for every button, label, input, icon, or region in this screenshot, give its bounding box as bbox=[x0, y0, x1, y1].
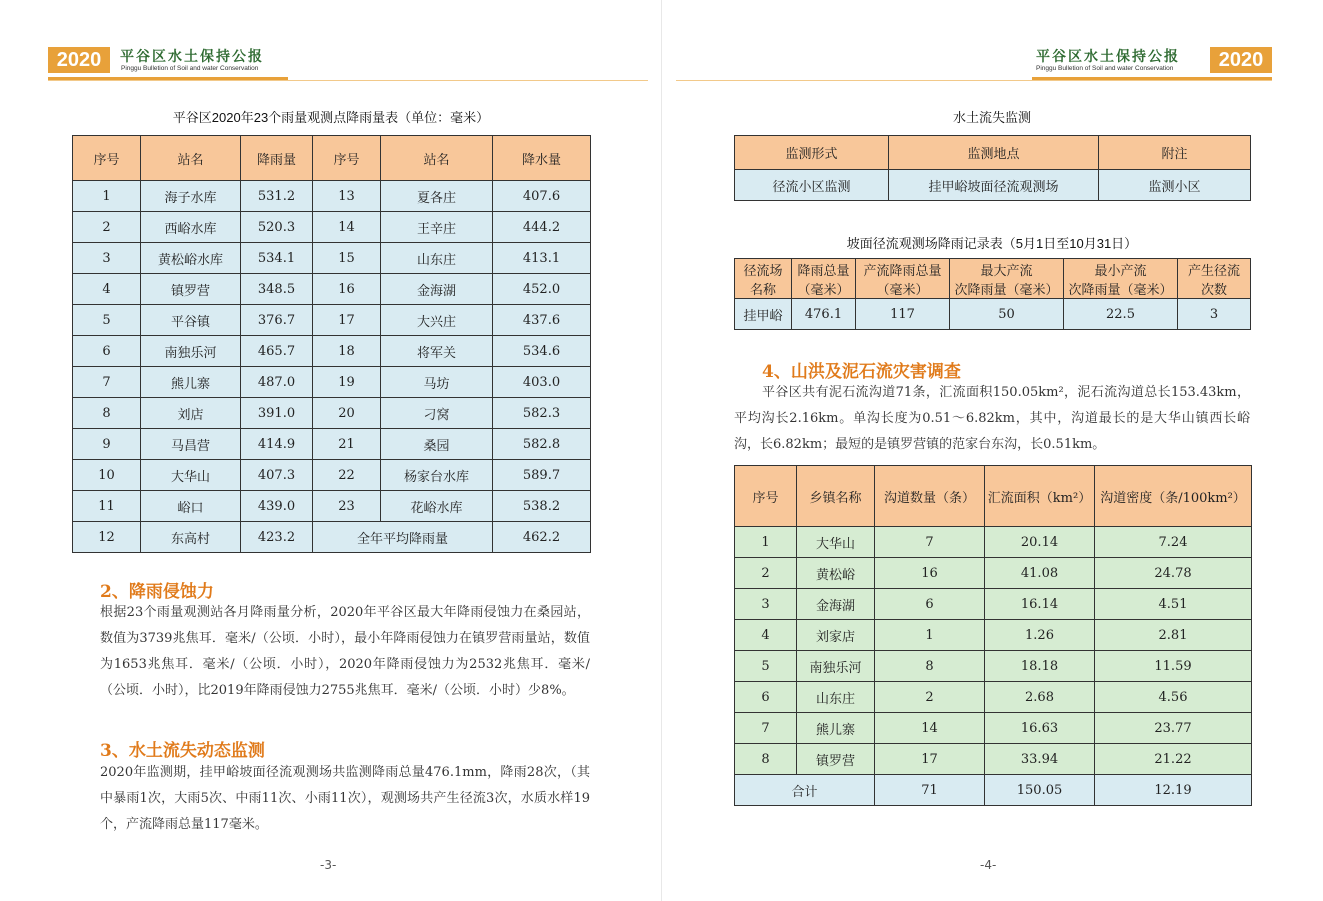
table-row bbox=[735, 744, 1252, 775]
page-number: -4- bbox=[980, 858, 997, 872]
table-row bbox=[735, 527, 1252, 558]
table-cell: 挂甲峪 bbox=[735, 299, 792, 330]
monitoring-table bbox=[734, 135, 1251, 201]
table-cell: 西峪水库 bbox=[141, 212, 241, 243]
table-cell: 19 bbox=[313, 367, 381, 398]
table-cell: 1 bbox=[735, 527, 797, 558]
table-cell: 71 bbox=[875, 775, 985, 806]
table-row bbox=[73, 460, 591, 491]
table-row bbox=[735, 620, 1252, 651]
bulletin-title: 平谷区水土保持公报 bbox=[1036, 49, 1180, 65]
table-cell: 南独乐河 bbox=[141, 336, 241, 367]
page-number: -3- bbox=[320, 858, 337, 872]
table-cell: 桑园 bbox=[381, 429, 493, 460]
table-cell: 3 bbox=[1178, 299, 1251, 330]
col-header: 降水量 bbox=[493, 136, 591, 181]
table-cell: 海子水库 bbox=[141, 181, 241, 212]
header-rule-thin bbox=[676, 80, 1272, 81]
table-cell: 马坊 bbox=[381, 367, 493, 398]
table-row bbox=[735, 299, 1251, 330]
table-row bbox=[73, 274, 591, 305]
table-cell: 2 bbox=[735, 558, 797, 589]
table-cell: 407.6 bbox=[493, 181, 591, 212]
table-cell: 马昌营 bbox=[141, 429, 241, 460]
table-cell: 452.0 bbox=[493, 274, 591, 305]
col-header: 降雨总量 （毫米） bbox=[792, 259, 856, 299]
table-cell: 7.24 bbox=[1095, 527, 1252, 558]
table-cell: 20.14 bbox=[985, 527, 1095, 558]
table-header-row bbox=[735, 466, 1252, 527]
table-cell: 4 bbox=[735, 620, 797, 651]
rainfall-table bbox=[72, 135, 591, 553]
header-rule-thin bbox=[48, 80, 648, 81]
col-header: 序号 bbox=[73, 136, 141, 181]
table-cell: 8 bbox=[735, 744, 797, 775]
table-cell: 11 bbox=[73, 491, 141, 522]
table-row bbox=[73, 491, 591, 522]
table-cell: 4 bbox=[73, 274, 141, 305]
table-cell: 11.59 bbox=[1095, 651, 1252, 682]
table-cell: 峪口 bbox=[141, 491, 241, 522]
table-cell: 1.26 bbox=[985, 620, 1095, 651]
table-cell: 13 bbox=[313, 181, 381, 212]
table-cell: 9 bbox=[73, 429, 141, 460]
table-cell: 大兴庄 bbox=[381, 305, 493, 336]
table-cell: 东高村 bbox=[141, 522, 241, 553]
table-cell: 414.9 bbox=[241, 429, 313, 460]
table-cell: 3 bbox=[735, 589, 797, 620]
monitor-table-caption: 水土流失监测 bbox=[952, 110, 1031, 125]
bulletin-subtitle: Pinggu Bulletion of Soil and water Conservation bbox=[121, 65, 259, 72]
table-cell: 径流小区监测 bbox=[735, 170, 889, 201]
table-cell: 14 bbox=[313, 212, 381, 243]
table-cell: 14 bbox=[875, 713, 985, 744]
table-cell: 山东庄 bbox=[797, 682, 875, 713]
table-cell: 407.3 bbox=[241, 460, 313, 491]
col-header: 降雨量 bbox=[241, 136, 313, 181]
table-cell: 1 bbox=[73, 181, 141, 212]
section-3-title: 3、水土流失动态监测 bbox=[100, 741, 265, 761]
table-cell: 33.94 bbox=[985, 744, 1095, 775]
table-cell: 12.19 bbox=[1095, 775, 1252, 806]
table-cell: 15 bbox=[313, 243, 381, 274]
table-cell: 4.51 bbox=[1095, 589, 1252, 620]
table-cell: 439.0 bbox=[241, 491, 313, 522]
table-cell: 杨家台水库 bbox=[381, 460, 493, 491]
table-cell: 大华山 bbox=[141, 460, 241, 491]
table-cell: 8 bbox=[73, 398, 141, 429]
right-page bbox=[662, 0, 1323, 901]
runoff-table bbox=[734, 258, 1251, 330]
table-cell: 熊儿寨 bbox=[797, 713, 875, 744]
table-cell: 刘家店 bbox=[797, 620, 875, 651]
col-header: 站名 bbox=[381, 136, 493, 181]
rain-table-caption: 平谷区2020年23个雨量观测点降雨量表（单位：毫米） bbox=[172, 110, 490, 125]
table-row bbox=[735, 713, 1252, 744]
table-cell: 刁窝 bbox=[381, 398, 493, 429]
table-cell: 7 bbox=[735, 713, 797, 744]
table-cell: 熊儿寨 bbox=[141, 367, 241, 398]
table-cell: 403.0 bbox=[493, 367, 591, 398]
table-cell: 476.1 bbox=[792, 299, 856, 330]
table-cell: 2 bbox=[73, 212, 141, 243]
table-header-row bbox=[73, 136, 591, 181]
table-cell: 山东庄 bbox=[381, 243, 493, 274]
table-cell: 5 bbox=[735, 651, 797, 682]
table-row bbox=[735, 589, 1252, 620]
table-cell: 将军关 bbox=[381, 336, 493, 367]
section-4-text: 平谷区共有泥石流沟道71条，汇流面积150.05km²，泥石流沟道总长153.43km，平均沟长2.16km。单沟长度为0.51～6.82km，其中，沟道最长的是大华山镇西长峪沟，长6.82km；最短的是镇罗营镇的范家台东沟，长0.51km。 bbox=[734, 385, 1250, 452]
table-cell: 534.1 bbox=[241, 243, 313, 274]
table-cell: 夏各庄 bbox=[381, 181, 493, 212]
runoff-table-caption: 坡面径流观测场降雨记录表（5月1日至10月31日） bbox=[846, 236, 1138, 251]
table-cell: 3 bbox=[73, 243, 141, 274]
table-cell: 465.7 bbox=[241, 336, 313, 367]
table-cell: 刘店 bbox=[141, 398, 241, 429]
col-header: 最大产流 次降雨量（毫米） bbox=[950, 259, 1064, 299]
table-cell: 挂甲峪坡面径流观测场 bbox=[889, 170, 1099, 201]
table-cell: 金海湖 bbox=[381, 274, 493, 305]
table-cell: 平谷镇 bbox=[141, 305, 241, 336]
table-cell: 大华山 bbox=[797, 527, 875, 558]
table-row bbox=[73, 181, 591, 212]
table-cell: 6 bbox=[875, 589, 985, 620]
table-row bbox=[73, 305, 591, 336]
table-cell: 5 bbox=[73, 305, 141, 336]
table-cell: 王辛庄 bbox=[381, 212, 493, 243]
table-cell: 23 bbox=[313, 491, 381, 522]
left-page bbox=[0, 0, 661, 901]
table-row bbox=[73, 212, 591, 243]
col-header: 产生径流 次数 bbox=[1178, 259, 1251, 299]
table-cell: 589.7 bbox=[493, 460, 591, 491]
col-header: 产流降雨总量 （毫米） bbox=[856, 259, 950, 299]
table-cell: 582.3 bbox=[493, 398, 591, 429]
table-cell: 南独乐河 bbox=[797, 651, 875, 682]
year-badge: 2020 bbox=[48, 47, 110, 73]
col-header: 沟道密度（条/100km²） bbox=[1095, 466, 1252, 527]
section-4-title: 4、山洪及泥石流灾害调查 bbox=[762, 362, 961, 382]
table-cell: 117 bbox=[856, 299, 950, 330]
col-header: 序号 bbox=[735, 466, 797, 527]
table-cell: 7 bbox=[73, 367, 141, 398]
table-row bbox=[73, 522, 591, 553]
table-cell: 538.2 bbox=[493, 491, 591, 522]
bulletin-subtitle: Pinggu Bulletion of Soil and water Conservation bbox=[1036, 65, 1174, 72]
table-cell: 6 bbox=[735, 682, 797, 713]
col-header: 附注 bbox=[1099, 136, 1251, 170]
col-header: 监测形式 bbox=[735, 136, 889, 170]
table-cell: 16.63 bbox=[985, 713, 1095, 744]
table-cell: 黄松峪水库 bbox=[141, 243, 241, 274]
col-header: 站名 bbox=[141, 136, 241, 181]
left-header bbox=[0, 44, 661, 84]
table-cell: 4.56 bbox=[1095, 682, 1252, 713]
table-cell: 黄松峪 bbox=[797, 558, 875, 589]
table-cell: 582.8 bbox=[493, 429, 591, 460]
table-cell: 23.77 bbox=[1095, 713, 1252, 744]
table-cell: 50 bbox=[950, 299, 1064, 330]
table-cell: 18 bbox=[313, 336, 381, 367]
table-cell: 花峪水库 bbox=[381, 491, 493, 522]
table-cell: 437.6 bbox=[493, 305, 591, 336]
col-header: 最小产流 次降雨量（毫米） bbox=[1064, 259, 1178, 299]
table-row bbox=[735, 682, 1252, 713]
table-cell: 2 bbox=[875, 682, 985, 713]
table-cell: 10 bbox=[73, 460, 141, 491]
table-cell: 24.78 bbox=[1095, 558, 1252, 589]
average-value: 462.2 bbox=[493, 522, 591, 553]
table-cell: 531.2 bbox=[241, 181, 313, 212]
table-row bbox=[73, 429, 591, 460]
table-cell: 监测小区 bbox=[1099, 170, 1251, 201]
table-cell: 376.7 bbox=[241, 305, 313, 336]
table-row bbox=[735, 651, 1252, 682]
gully-table bbox=[734, 465, 1252, 806]
table-cell: 348.5 bbox=[241, 274, 313, 305]
table-cell: 487.0 bbox=[241, 367, 313, 398]
table-cell: 534.6 bbox=[493, 336, 591, 367]
section-3-text: 2020年监测期，挂甲峪坡面径流观测场共监测降雨总量476.1mm，降雨28次，（其中暴雨1次，大雨5次、中雨11次、小雨11次），观测场共产生径流3次，水质水样19个，产流降雨总量117毫米。 bbox=[100, 765, 590, 832]
table-cell: 16 bbox=[313, 274, 381, 305]
table-total-row bbox=[735, 775, 1252, 806]
table-cell: 41.08 bbox=[985, 558, 1095, 589]
table-cell: 镇罗营 bbox=[797, 744, 875, 775]
table-row bbox=[735, 558, 1252, 589]
table-row bbox=[73, 367, 591, 398]
table-cell: 391.0 bbox=[241, 398, 313, 429]
table-cell: 17 bbox=[875, 744, 985, 775]
table-cell: 413.1 bbox=[493, 243, 591, 274]
table-cell: 21 bbox=[313, 429, 381, 460]
table-row bbox=[735, 170, 1251, 201]
table-cell: 21.22 bbox=[1095, 744, 1252, 775]
table-cell: 18.18 bbox=[985, 651, 1095, 682]
table-cell: 金海湖 bbox=[797, 589, 875, 620]
table-cell: 17 bbox=[313, 305, 381, 336]
col-header: 径流场 名称 bbox=[735, 259, 792, 299]
table-cell: 423.2 bbox=[241, 522, 313, 553]
section-2-text: 根据23个雨量观测站各月降雨量分析，2020年平谷区最大年降雨侵蚀力在桑园站，数值为3739兆焦耳．毫米/（公顷．小时），最小年降雨侵蚀力在镇罗营雨量站，数值为1653兆焦耳．毫米/（公顷．小时），2020年降雨侵蚀力为2532兆焦耳．毫米/（公顷．小时），比2019年降雨侵蚀力2755兆焦耳．毫米/（公顷．小时）少8%。 bbox=[100, 605, 590, 698]
table-cell: 150.05 bbox=[985, 775, 1095, 806]
table-cell: 12 bbox=[73, 522, 141, 553]
table-cell: 7 bbox=[875, 527, 985, 558]
col-header: 汇流面积（km²） bbox=[985, 466, 1095, 527]
table-cell: 6 bbox=[73, 336, 141, 367]
bulletin-title: 平谷区水土保持公报 bbox=[120, 49, 264, 65]
table-cell: 8 bbox=[875, 651, 985, 682]
table-cell: 444.2 bbox=[493, 212, 591, 243]
average-label: 全年平均降雨量 bbox=[313, 522, 493, 553]
col-header: 乡镇名称 bbox=[797, 466, 875, 527]
table-cell: 20 bbox=[313, 398, 381, 429]
col-header: 监测地点 bbox=[889, 136, 1099, 170]
col-header: 序号 bbox=[313, 136, 381, 181]
table-cell: 22.5 bbox=[1064, 299, 1178, 330]
table-cell: 镇罗营 bbox=[141, 274, 241, 305]
table-cell: 22 bbox=[313, 460, 381, 491]
table-row bbox=[73, 336, 591, 367]
total-label: 合计 bbox=[735, 775, 875, 806]
table-cell: 16 bbox=[875, 558, 985, 589]
section-2-title: 2、降雨侵蚀力 bbox=[100, 582, 214, 602]
table-row bbox=[73, 398, 591, 429]
table-row bbox=[73, 243, 591, 274]
col-header: 沟道数量（条） bbox=[875, 466, 985, 527]
table-header-row bbox=[735, 259, 1251, 299]
year-badge: 2020 bbox=[1210, 47, 1272, 73]
table-cell: 520.3 bbox=[241, 212, 313, 243]
right-header bbox=[662, 44, 1323, 84]
table-cell: 2.81 bbox=[1095, 620, 1252, 651]
table-cell: 2.68 bbox=[985, 682, 1095, 713]
table-header-row bbox=[735, 136, 1251, 170]
table-cell: 16.14 bbox=[985, 589, 1095, 620]
table-cell: 1 bbox=[875, 620, 985, 651]
